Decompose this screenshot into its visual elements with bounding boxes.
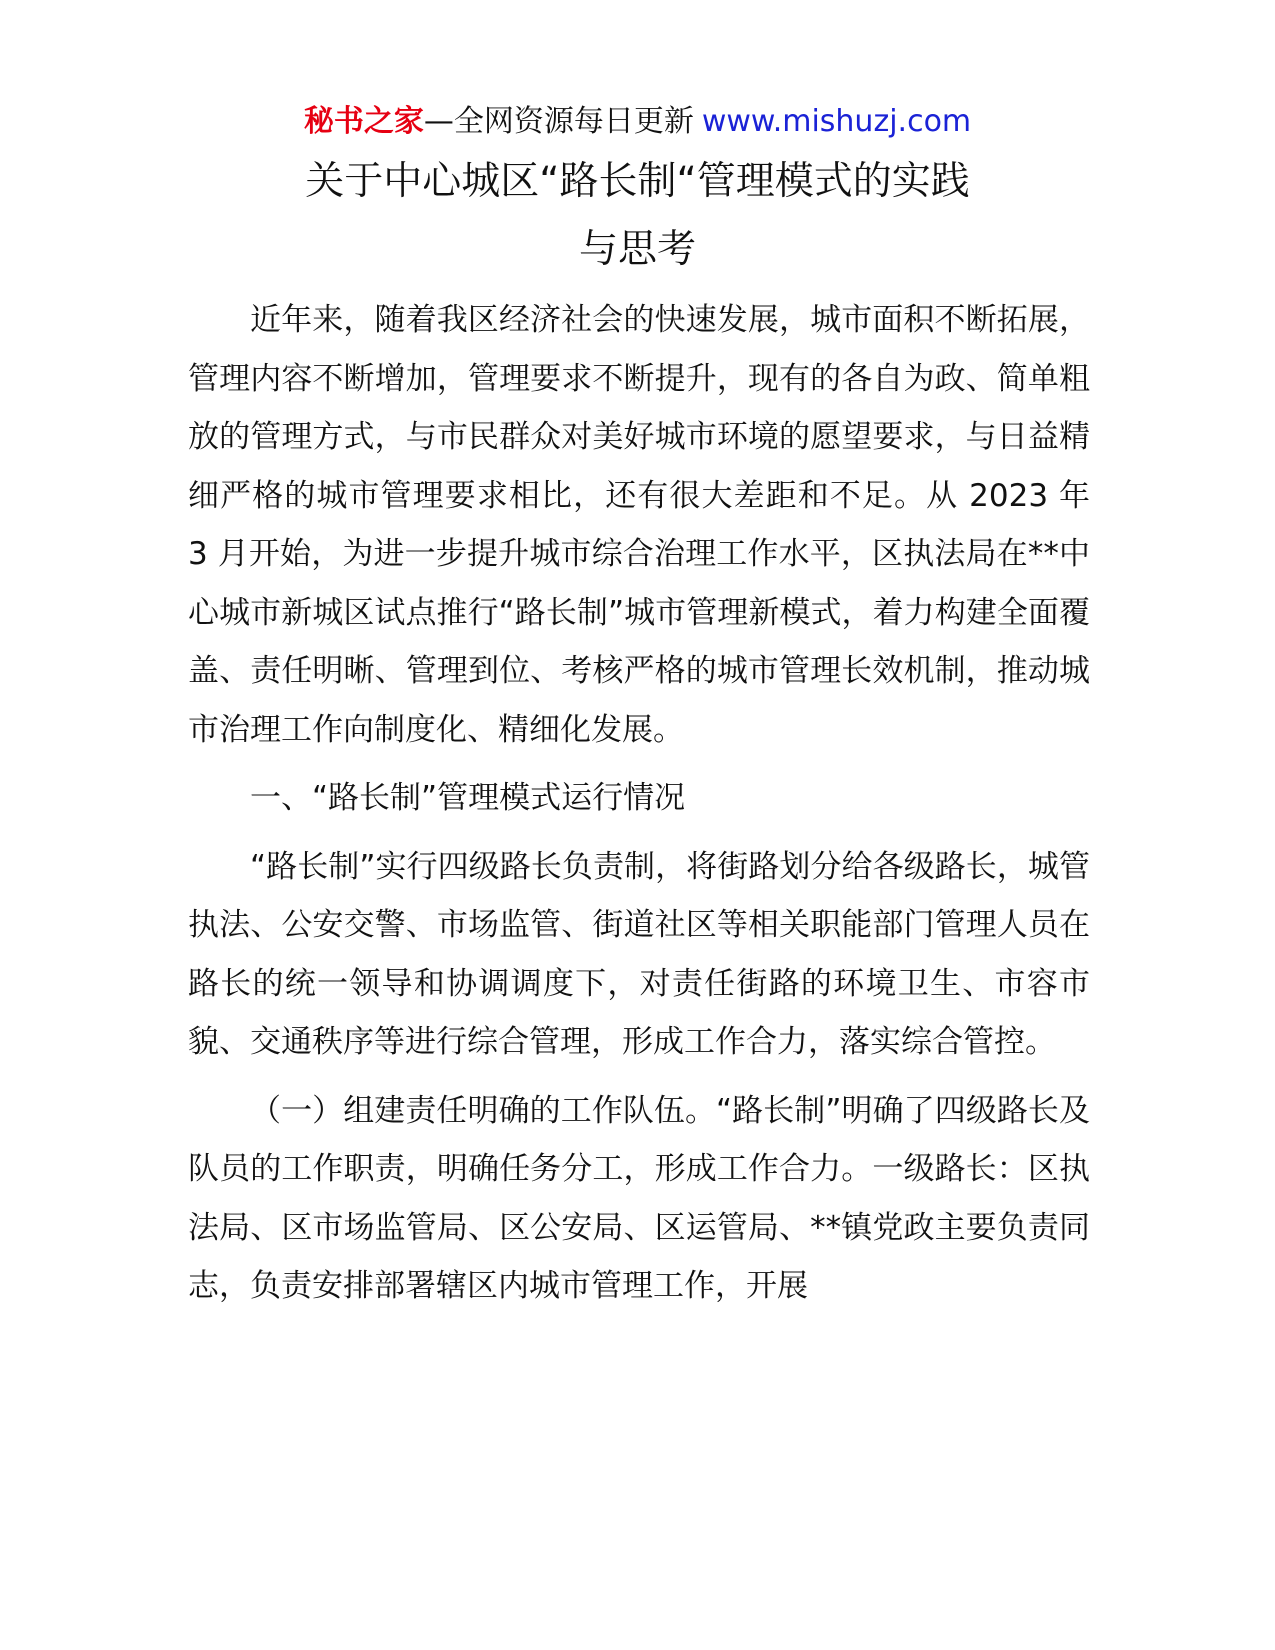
paragraph-intro: 近年来，随着我区经济社会的快速发展，城市面积不断拓展，管理内容不断增加，管理要求不断提升，现有的各自为政、简单粗放的管理方式，与市民群众对美好城市环境的愿望要求，与日益精细严格的城市管理要求相比，还有很大差距和不足。从 2023 年 3 月开始，为进一步提升城市综合治理工作水平，区执法局在**中心城市新城区试点推行“路长制”城市管理新模式，着力构建全面覆盖、责任明晰、管理到位、考核严格的城市管理长效机制，推动城市治理工作向制度化、精细化发展。 — [188, 302, 1090, 748]
title-line-2: 与思考 — [578, 227, 696, 272]
title-line-1: 关于中心城区“路长制“管理模式的实践 — [305, 159, 970, 204]
header-url-link[interactable]: www.mishuzj.com — [701, 104, 972, 139]
brand-name: 秘书之家 — [303, 104, 424, 139]
document-body — [188, 291, 1090, 1316]
document-title — [0, 148, 1275, 284]
paragraph-subsection-1: （一）组建责任明确的工作队伍。“路长制”明确了四级路长及队员的工作职责，明确任务分工，形成工作合力。一级路长：区执法局、区市场监管局、区公安局、区运管局、**镇党政主要负责同志，负责安排部署辖区内城市管理工作，开展 — [188, 1092, 1090, 1304]
header-slogan: —全网资源每日更新 — [423, 104, 694, 139]
watermark-header — [0, 100, 1275, 144]
paragraph-overview: “路长制”实行四级路长负责制，将街路划分给各级路长，城管执法、公安交警、市场监管、街道社区等相关职能部门管理人员在路长的统一领导和协调调度下，对责任街路的环境卫生、市容市貌、交通秩序等进行综合管理，形成工作合力，落实综合管控。 — [188, 848, 1090, 1060]
section-heading-1: 一、“路长制”管理模式运行情况 — [250, 780, 686, 816]
